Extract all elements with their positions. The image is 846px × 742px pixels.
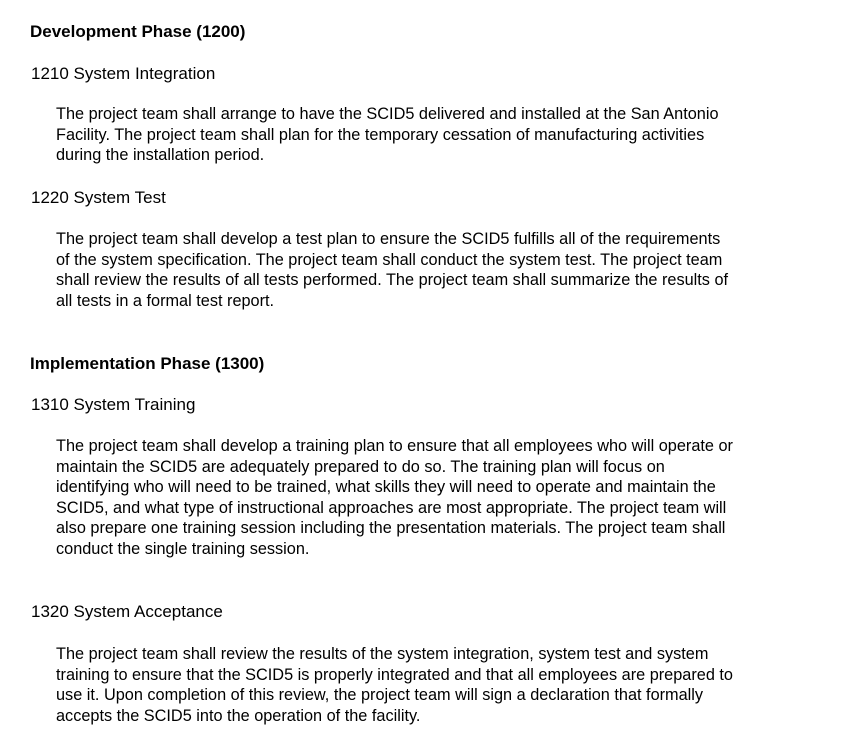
section-1210-heading: 1210 System Integration	[31, 64, 216, 83]
section-1220-paragraph	[56, 229, 826, 311]
paragraph-line: identifying who will need to be trained, what skills they will need to operate and maintain the	[56, 478, 716, 497]
paragraph-line: conduct the single training session.	[56, 539, 310, 558]
paragraph-line: shall review the results of all tests performed. The project team shall summarize the results of	[56, 271, 729, 290]
development-phase-heading: Development Phase (1200)	[30, 22, 246, 41]
paragraph-line: during the installation period.	[56, 146, 265, 165]
section-1310-paragraph	[56, 436, 826, 560]
paragraph-line: training to ensure that the SCID5 is properly integrated and that all employees are prepared to	[56, 665, 733, 684]
paragraph-line: The project team shall review the results of the system integration, system test and system	[56, 645, 709, 663]
implementation-phase-heading: Implementation Phase (1300)	[30, 354, 265, 373]
section-1320-paragraph	[56, 644, 826, 726]
section-1310-heading: 1310 System Training	[31, 395, 196, 414]
paragraph-line: SCID5, and what type of instructional approaches are most appropriate. The project team will	[56, 498, 727, 517]
paragraph-line: all tests in a formal test report.	[56, 291, 275, 310]
paragraph-line: of the system specification. The project team shall conduct the system test. The project team	[56, 250, 723, 269]
section-1210-paragraph	[56, 104, 826, 166]
paragraph-line: The project team shall develop a training plan to ensure that all employees who will operate or	[56, 437, 733, 455]
paragraph-line: The project team shall develop a test plan to ensure the SCID5 fulfills all of the requirements	[56, 230, 721, 248]
paragraph-line: use it. Upon completion of this review, the project team will sign a declaration that formally	[56, 686, 704, 705]
paragraph-line: maintain the SCID5 are adequately prepared to do so. The training plan will focus on	[56, 457, 665, 476]
paragraph-line: also prepare one training session including the presentation materials. The project team shall	[56, 519, 726, 538]
paragraph-line: Facility. The project team shall plan for the temporary cessation of manufacturing activities	[56, 125, 705, 144]
section-1220-heading: 1220 System Test	[31, 188, 166, 207]
paragraph-line: The project team shall arrange to have the SCID5 delivered and installed at the San Antonio	[56, 105, 719, 123]
paragraph-line: accepts the SCID5 into the operation of the facility.	[56, 706, 421, 725]
section-1320-heading: 1320 System Acceptance	[31, 602, 223, 621]
